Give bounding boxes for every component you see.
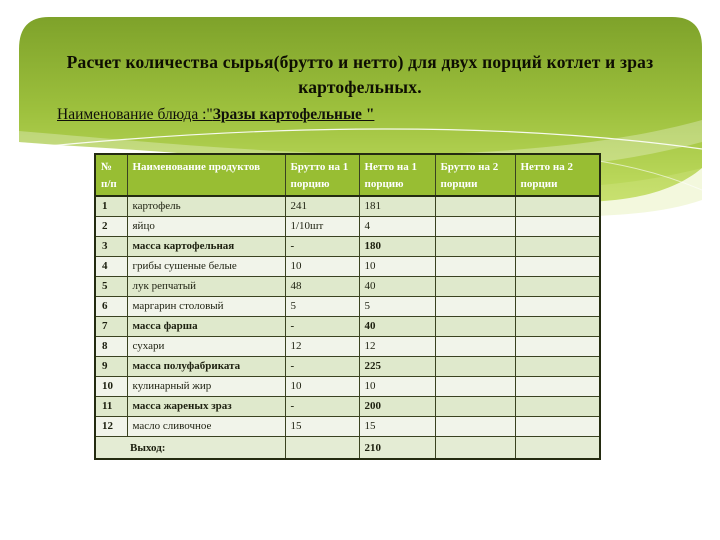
row-number: 3 [95,236,127,256]
netto-2-value [515,396,600,416]
product-name: картофель [127,196,285,216]
netto-1-value: 40 [359,316,435,336]
product-name: грибы сушеные белые [127,256,285,276]
row-number: 8 [95,336,127,356]
row-number: 5 [95,276,127,296]
dish-name-value: Зразы картофельные " [212,106,375,123]
total-brutto-1 [285,436,359,459]
ingredients-table [94,153,601,460]
col-header-brutto-1: Брутто на 1 порцию [285,154,359,196]
netto-1-value: 15 [359,416,435,436]
row-number: 1 [95,196,127,216]
total-netto-1: 210 [359,436,435,459]
brutto-2-value [435,356,515,376]
col-header-brutto-2: Брутто на 2 порции [435,154,515,196]
table-row [95,356,600,376]
brutto-2-value [435,236,515,256]
row-number: 2 [95,216,127,236]
netto-1-value: 180 [359,236,435,256]
product-name: маргарин столовый [127,296,285,316]
netto-2-value [515,216,600,236]
table-row [95,416,600,436]
table-row [95,316,600,336]
table-row [95,296,600,316]
netto-1-value: 4 [359,216,435,236]
product-name: масса картофельная [127,236,285,256]
dish-name-label: Наименование блюда :" [57,106,213,123]
table-footer [95,436,600,459]
brutto-2-value [435,256,515,276]
netto-2-value [515,336,600,356]
brutto-2-value [435,276,515,296]
netto-2-value [515,276,600,296]
brutto-1-value: 10 [285,256,359,276]
brutto-1-value: 10 [285,376,359,396]
col-header-netto-1: Нетто на 1 порцию [359,154,435,196]
brutto-2-value [435,316,515,336]
netto-1-value: 12 [359,336,435,356]
table-row [95,196,600,216]
table-row [95,236,600,256]
brutto-1-value: - [285,316,359,336]
netto-1-value: 40 [359,276,435,296]
ingredients-table-body [95,196,600,436]
brutto-1-value: - [285,236,359,256]
table-row [95,256,600,276]
netto-1-value: 10 [359,376,435,396]
product-name: масло сливочное [127,416,285,436]
col-header-num: № п/п [95,154,127,196]
product-name: масса жареных зраз [127,396,285,416]
brutto-1-value: 5 [285,296,359,316]
table-header [95,154,600,196]
table-row [95,396,600,416]
row-number: 7 [95,316,127,336]
row-number: 12 [95,416,127,436]
netto-2-value [515,356,600,376]
product-name: сухари [127,336,285,356]
netto-2-value [515,316,600,336]
total-brutto-2 [435,436,515,459]
brutto-1-value: 241 [285,196,359,216]
table-row [95,336,600,356]
row-number: 9 [95,356,127,376]
netto-2-value [515,416,600,436]
brutto-1-value: - [285,356,359,376]
slide-title: Расчет количества сырья(брутто и нетто) для двух порций котлет и зраз картофельных. [66,52,654,97]
brutto-1-value: 48 [285,276,359,296]
brutto-2-value [435,196,515,216]
header-row [95,154,600,196]
netto-1-value: 200 [359,396,435,416]
row-number: 6 [95,296,127,316]
netto-2-value [515,196,600,216]
netto-2-value [515,256,600,276]
col-header-product: Наименование продуктов [127,154,285,196]
brutto-2-value [435,296,515,316]
netto-1-value: 225 [359,356,435,376]
table-row [95,216,600,236]
brutto-1-value: - [285,396,359,416]
product-name: кулинарный жир [127,376,285,396]
netto-2-value [515,236,600,256]
brutto-2-value [435,416,515,436]
product-name: яйцо [127,216,285,236]
brutto-1-value: 15 [285,416,359,436]
dish-name-line [57,106,374,124]
col-header-netto-2: Нетто на 2 порции [515,154,600,196]
product-name: масса фарша [127,316,285,336]
product-name: лук репчатый [127,276,285,296]
total-netto-2 [515,436,600,459]
row-number: 11 [95,396,127,416]
brutto-2-value [435,216,515,236]
total-row [95,436,600,459]
product-name: масса полуфабриката [127,356,285,376]
netto-1-value: 181 [359,196,435,216]
netto-1-value: 5 [359,296,435,316]
netto-1-value: 10 [359,256,435,276]
total-label: Выход: [95,436,285,459]
row-number: 10 [95,376,127,396]
row-number: 4 [95,256,127,276]
brutto-1-value: 1/10шт [285,216,359,236]
brutto-2-value [435,396,515,416]
brutto-1-value: 12 [285,336,359,356]
table-row [95,376,600,396]
netto-2-value [515,296,600,316]
netto-2-value [515,376,600,396]
table-row [95,276,600,296]
brutto-2-value [435,336,515,356]
brutto-2-value [435,376,515,396]
